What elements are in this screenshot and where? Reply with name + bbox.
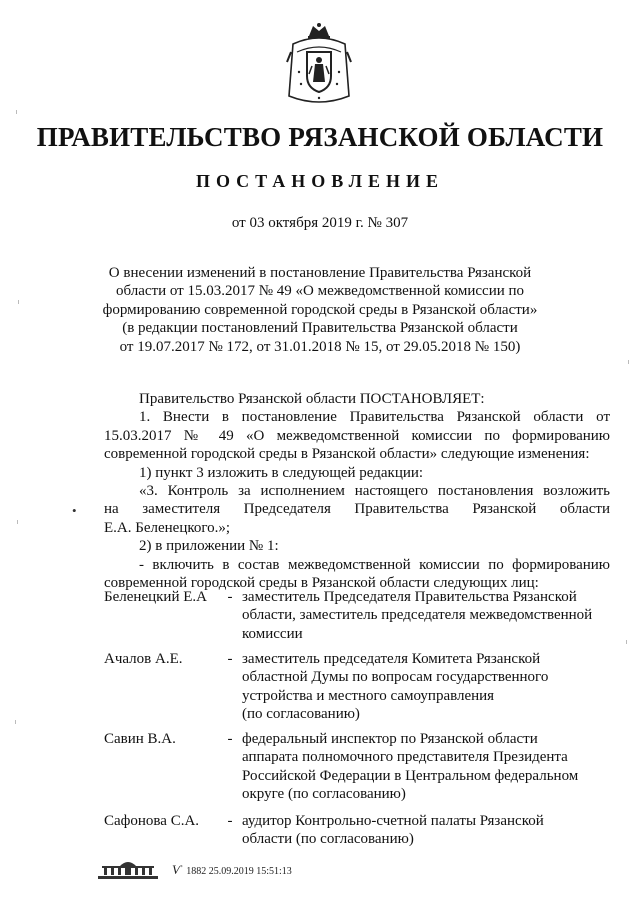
scan-speck (17, 520, 18, 524)
scan-speck (16, 110, 17, 114)
member-dash: - (227, 731, 233, 747)
role-line: аудитор Контрольно-счетной палаты Рязанской (242, 813, 544, 829)
government-title: ПРАВИТЕЛЬСТВО РЯЗАНСКОЙ ОБЛАСТИ (36, 122, 604, 152)
registration-code (172, 862, 292, 878)
role-line: федеральный инспектор по Рязанской области (242, 731, 538, 747)
role-line: области (по согласованию) (242, 831, 414, 848)
registration-number-timestamp: 1882 25.09.2019 15:51:13 (186, 866, 292, 877)
member-dash: - (227, 651, 233, 667)
role-line: аппарата полномочного представителя Президента (242, 749, 568, 766)
subject-line: формированию современной городской среды в Рязанской области» (102, 301, 538, 318)
document-date-number: от 03 октября 2019 г. № 307 (231, 215, 409, 231)
member-dash: - (227, 589, 233, 605)
ryazan-coat-of-arms-icon (283, 22, 355, 108)
scan-speck (626, 640, 627, 644)
decree-statement: Правительство Рязанской области ПОСТАНОВЛЯЕТ: (139, 391, 485, 407)
role-line: комиссии (242, 625, 303, 642)
item-1-2: 2) в приложении № 1: (139, 538, 279, 555)
member-role (242, 730, 614, 804)
role-line: заместитель председателя Комитета Рязанской (242, 651, 541, 667)
quote-line: «3. Контроль за исполнением настоящего постановления возложить (139, 483, 610, 500)
role-line: (по согласованию) (242, 706, 360, 723)
member-name: Сафонова С.А. (104, 813, 200, 829)
member-role (242, 588, 614, 643)
document-subject (95, 264, 545, 356)
member-role (242, 650, 614, 724)
role-line: округе (по согласованию) (242, 786, 406, 803)
item-1-1: 1) пункт 3 изложить в следующей редакции: (139, 464, 424, 481)
subject-line: (в редакции постановлений Правительства Рязанской области (122, 320, 518, 337)
member-dash: - (227, 813, 233, 829)
role-line: Российской Федерации в Центральном федеральном (242, 767, 579, 784)
member-name: Савин В.А. (104, 731, 176, 747)
member-role (242, 812, 614, 849)
quote-line: на заместителя Председателя Правительства Рязанской области (104, 501, 610, 518)
document-type: ПОСТАНОВЛЕНИЕ (195, 171, 445, 191)
document-body (104, 390, 610, 592)
member-name: Ачалов А.Е. (104, 651, 183, 667)
subject-line: от 19.07.2017 № 172, от 31.01.2018 № 15, от 29.05.2018 № 150) (119, 338, 521, 355)
role-line: устройства и местного самоуправления (242, 687, 495, 704)
subject-line: О внесении изменений в постановление Правительства Рязанской (108, 265, 532, 281)
scan-speck (15, 720, 16, 724)
role-line: заместитель Председателя Правительства Рязанской (242, 589, 577, 605)
margin-mark: • (72, 503, 77, 518)
scan-speck (628, 360, 629, 364)
registration-stamp-icon (96, 858, 160, 880)
subject-line: области от 15.03.2017 № 49 «О межведомственной комиссии по (115, 283, 525, 300)
role-line: области, заместитель председателя межведомственной (242, 607, 593, 624)
role-line: областной Думы по вопросам государственного (242, 669, 549, 686)
member-name: Беленецкий Е.А (104, 589, 207, 605)
registration-symbol: Ѵ (172, 862, 181, 877)
scan-speck (18, 300, 19, 304)
item-1: 1. Внести в постановление Правительства Рязанской области от 15.03.2017 № 49 «О межведомственной комиссии по формированию современной городской среды в Рязанской области» следующие изменения: (104, 409, 610, 463)
quote-line: Е.А. Беленецкого.»; (104, 519, 231, 536)
include-members-intro: - включить в состав межведомственной комиссии по формированию современной городской среды в Рязанской области следующих лиц: (104, 556, 610, 592)
